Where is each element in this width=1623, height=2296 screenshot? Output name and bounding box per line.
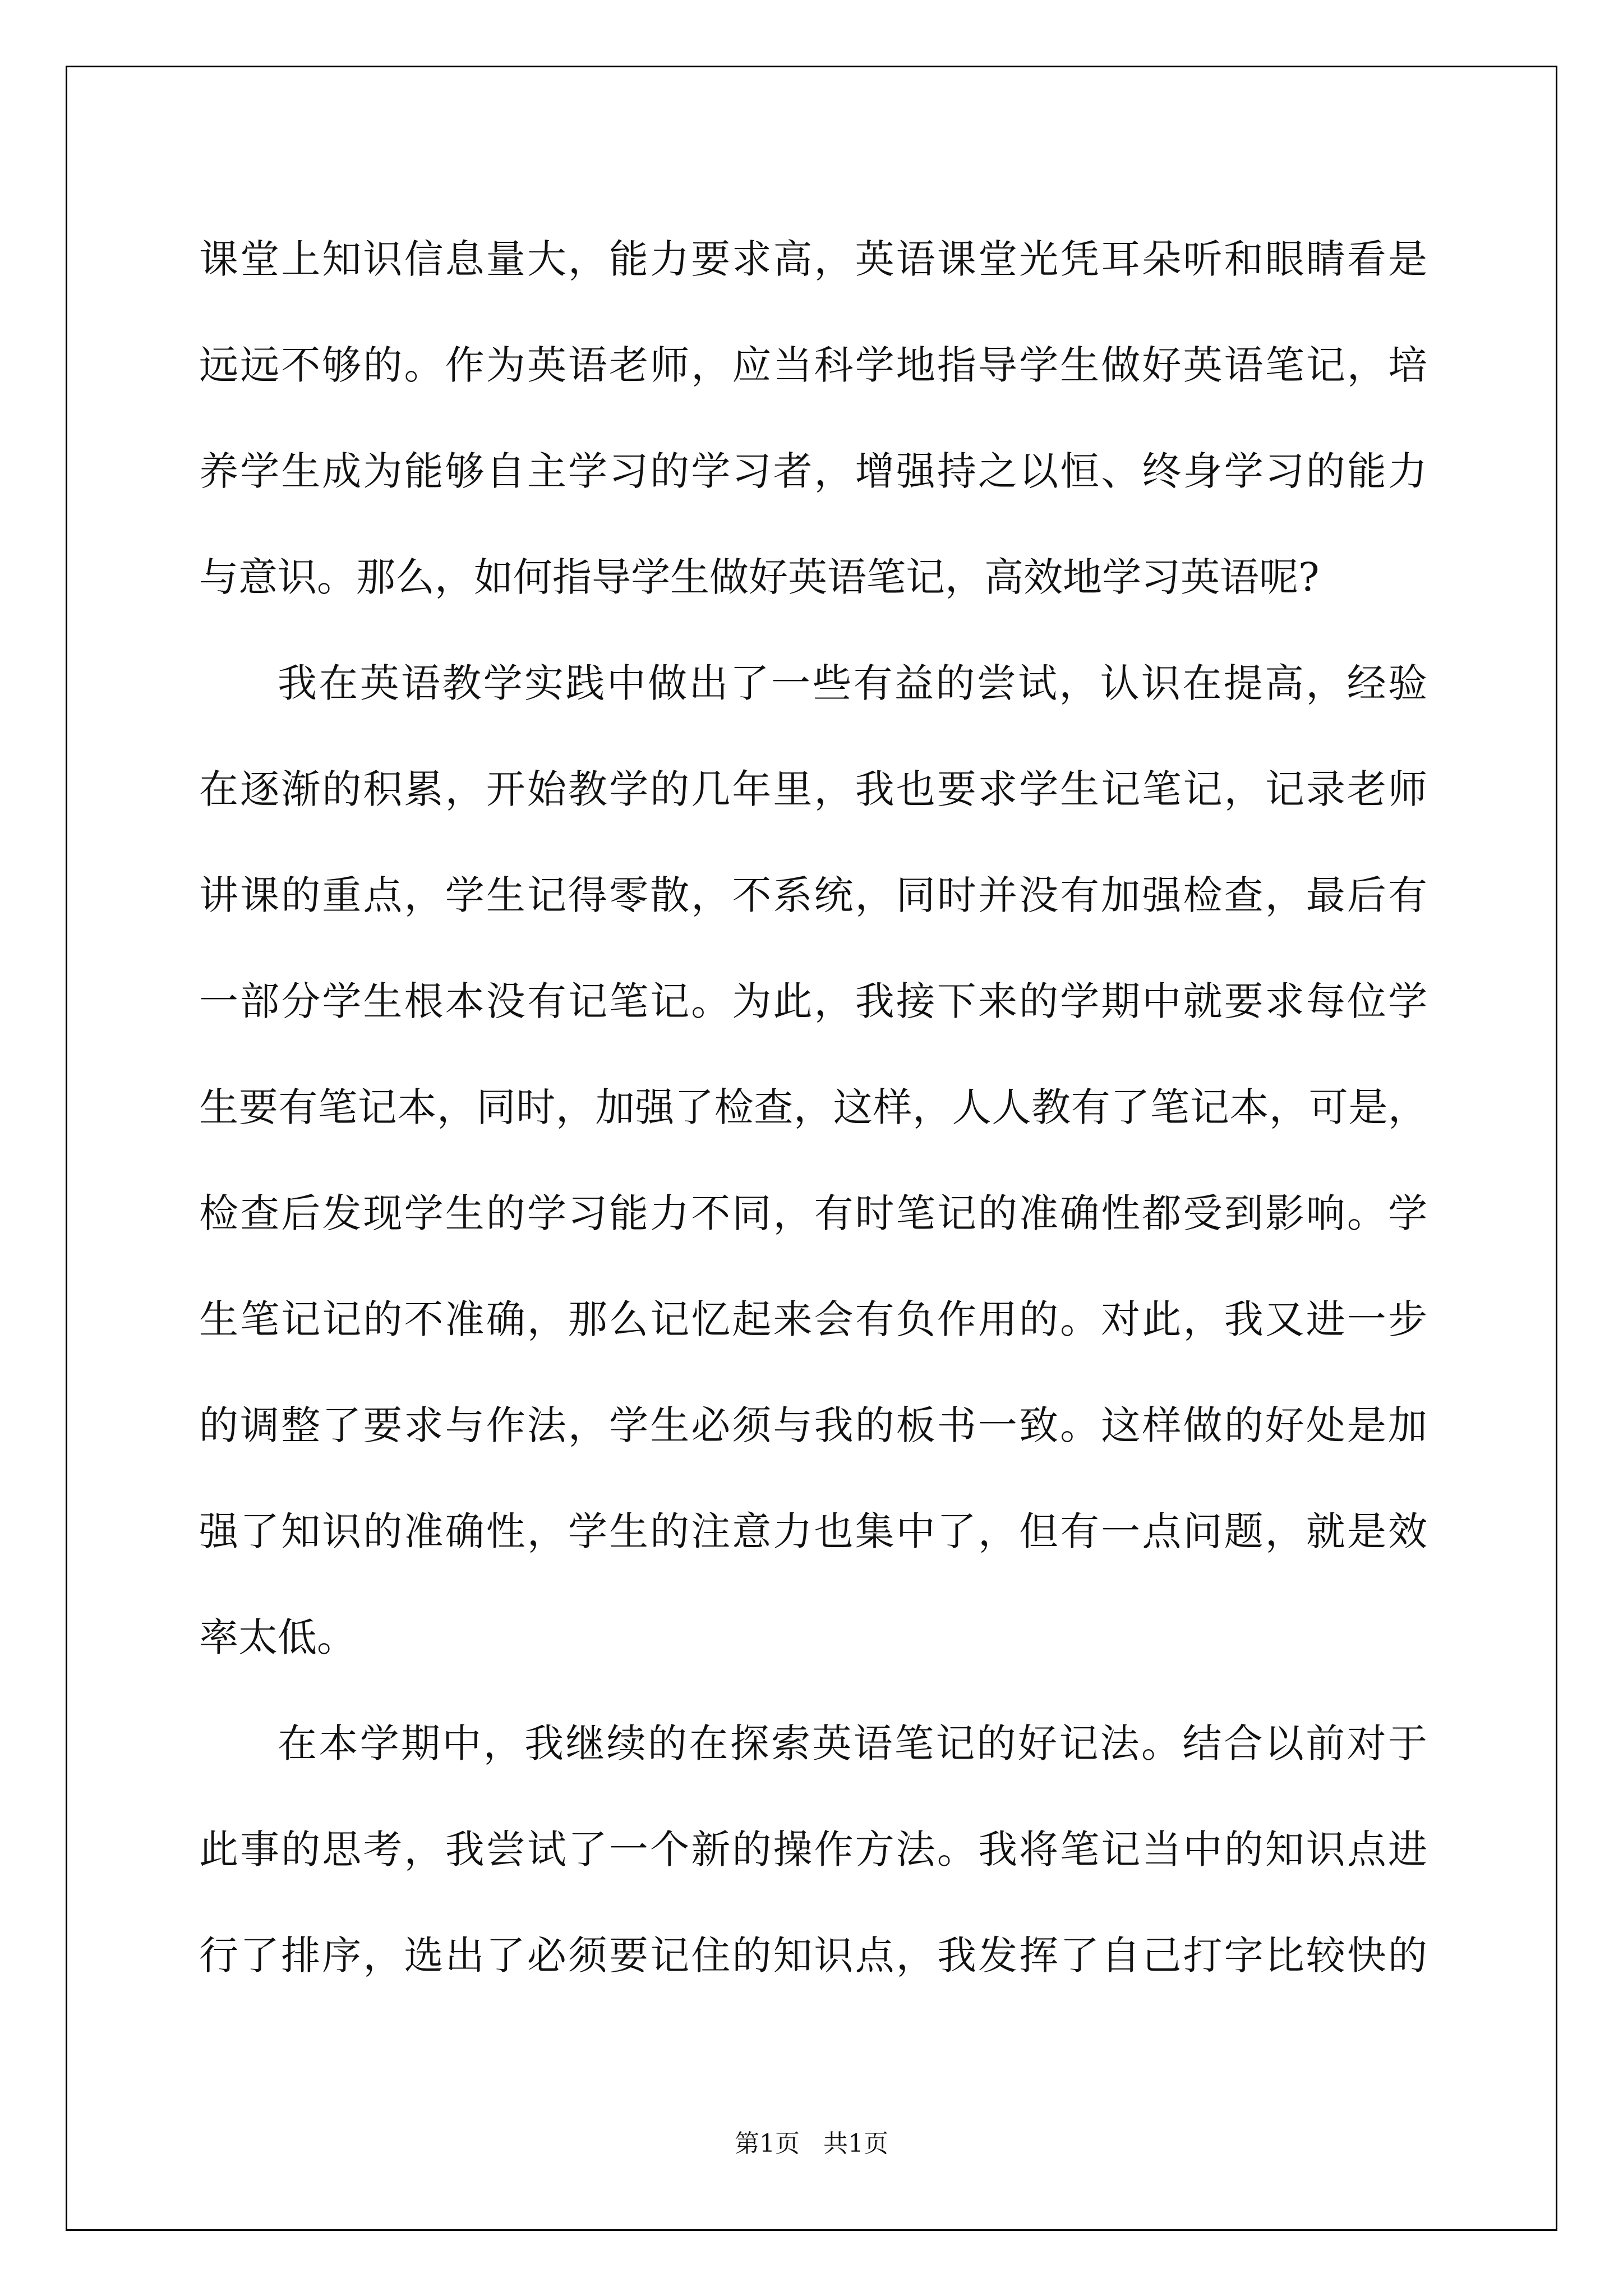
text-line: 远远不够的。作为英语老师，应当科学地指导学生做好英语笔记，培: [199, 342, 1427, 388]
text-line: 养学生成为能够自主学习的学习者，增强持之以恒、终身学习的能力: [199, 448, 1427, 494]
document-body: [199, 206, 1427, 2009]
text-line: 讲课的重点，学生记得零散，不系统，同时并没有加强检查，最后有: [199, 872, 1427, 918]
text-line: 在逐渐的积累，开始教学的几年里，我也要求学生记笔记，记录老师: [199, 766, 1427, 812]
text-line: 率太低。: [199, 1614, 356, 1660]
text-line: 行了排序，选出了必须要记住的知识点，我发挥了自己打字比较快的: [199, 1932, 1427, 1978]
text-line: 检查后发现学生的学习能力不同，有时笔记的准确性都受到影响。学: [199, 1190, 1427, 1236]
text-line: 一部分学生根本没有记笔记。为此，我接下来的学期中就要求每位学: [199, 978, 1427, 1024]
text-line: 的调整了要求与作法，学生必须与我的板书一致。这样做的好处是加: [199, 1402, 1427, 1448]
text-line: 在本学期中，我继续的在探索英语笔记的好记法。结合以前对于: [278, 1720, 1427, 1766]
text-line: 此事的思考，我尝试了一个新的操作方法。我将笔记当中的知识点进: [199, 1826, 1427, 1872]
page-number-footer: 第1页 共1页: [735, 2129, 888, 2158]
text-line: 强了知识的准确性，学生的注意力也集中了，但有一点问题，就是效: [199, 1508, 1427, 1554]
text-line: 课堂上知识信息量大，能力要求高，英语课堂光凭耳朵听和眼睛看是: [199, 236, 1427, 282]
text-line: 与意识。那么，如何指导学生做好英语笔记，高效地学习英语呢?: [199, 554, 1320, 600]
text-line: 生要有笔记本，同时，加强了检查，这样，人人教有了笔记本，可是，: [199, 1084, 1427, 1130]
text-line: 我在英语教学实践中做出了一些有益的尝试，认识在提高，经验: [278, 660, 1427, 706]
text-line: 生笔记记的不准确，那么记忆起来会有负作用的。对此，我又进一步: [199, 1296, 1427, 1342]
